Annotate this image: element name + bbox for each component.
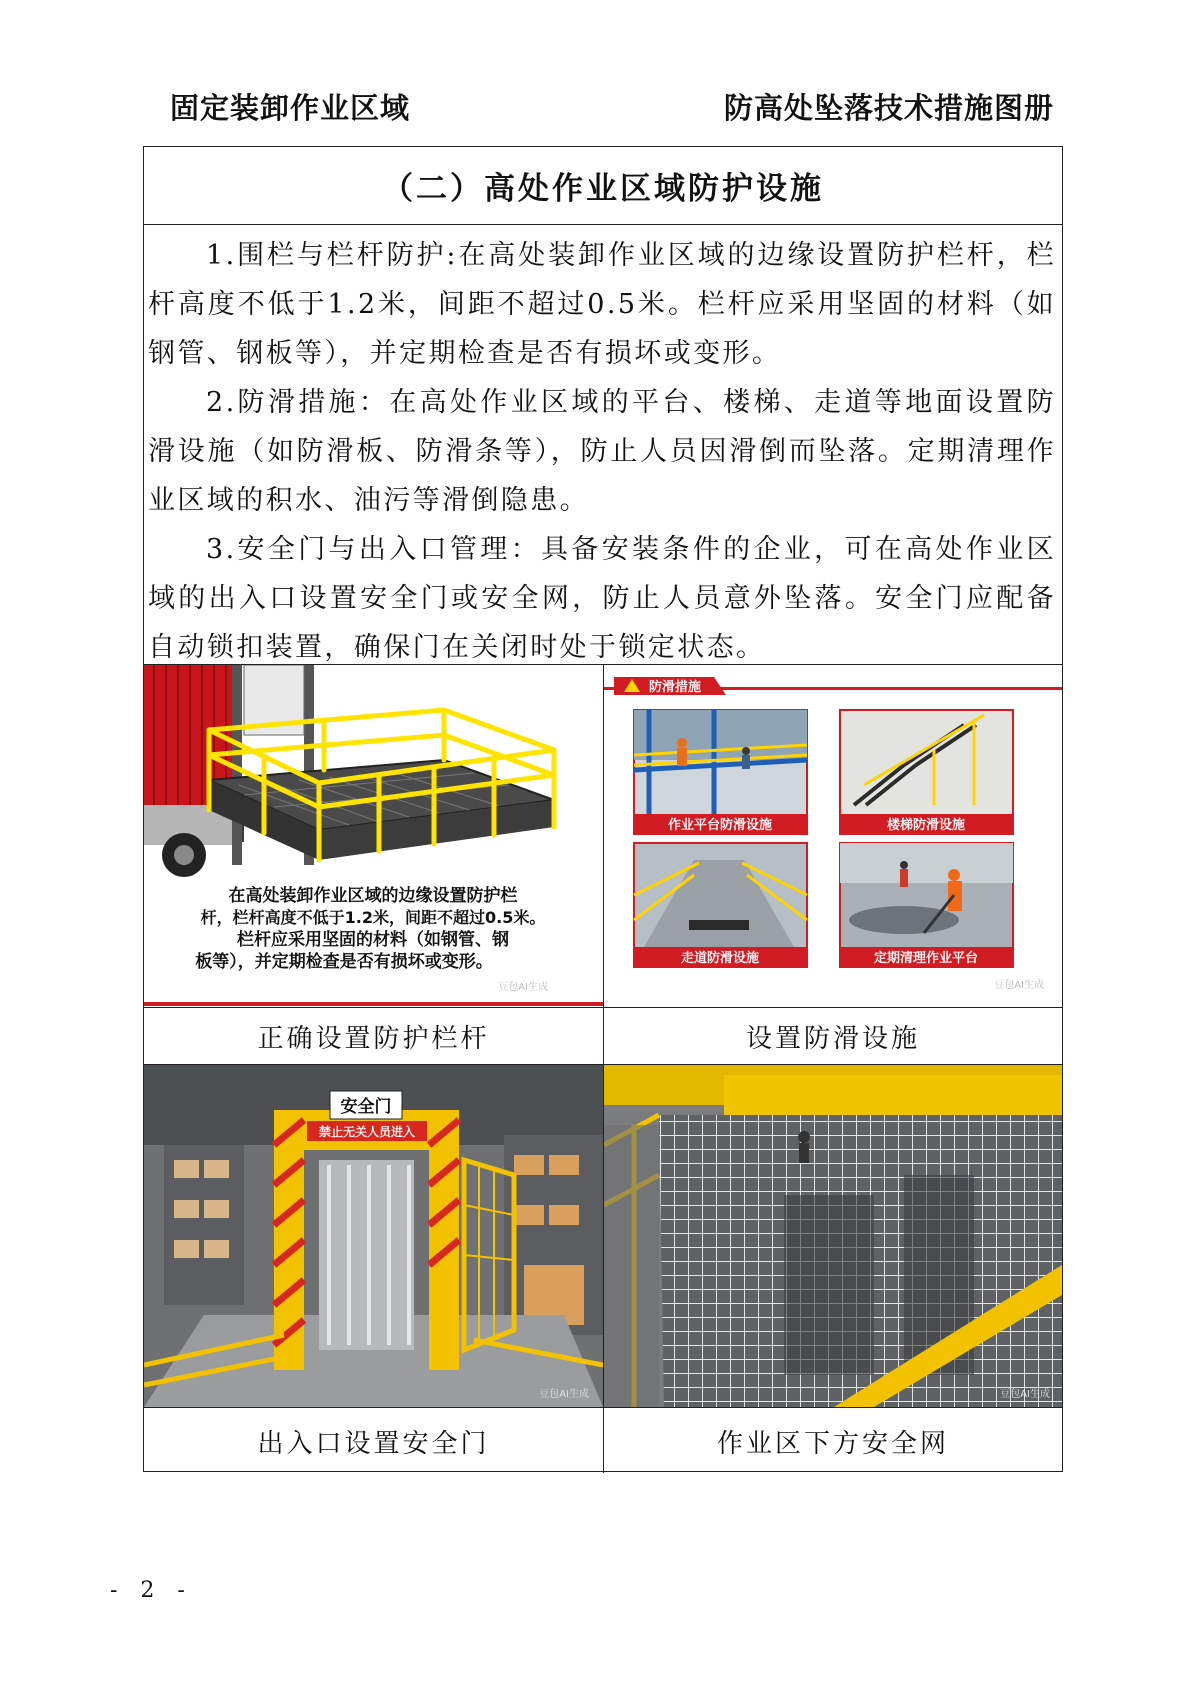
guardrail-overlay-line-2: 杆，栏杆高度不低于1.2米，间距不超过0.5米。 (200, 908, 546, 927)
safety-gate-photo (144, 1065, 603, 1408)
safety-net-photo (604, 1065, 1062, 1408)
figure-guardrail (144, 665, 604, 1064)
safety-net-watermark: 豆包AI生成 (1000, 1389, 1050, 1400)
tile-cleaning-label: 定期清理作业平台 (873, 951, 979, 966)
tile-walkway-label: 走道防滑设施 (680, 951, 760, 966)
section-body (144, 225, 1062, 665)
figure-safety-net (604, 1065, 1062, 1473)
guardrail-overlay-line-4: 板等），并定期检查是否有损坏或变形。 (195, 952, 493, 972)
guardrail-overlay-line-1: 在高处装卸作业区域的边缘设置防护栏 (228, 886, 518, 906)
tile-cleaning (840, 843, 1013, 967)
antislip-watermark: 豆包AI生成 (994, 980, 1044, 991)
tile-platform-label: 作业平台防滑设施 (667, 818, 773, 833)
safety-net-picture (604, 1065, 1062, 1407)
page-number: - 2 - (110, 1578, 193, 1603)
caption-guardrail: 正确设置防护栏杆 (257, 1023, 490, 1054)
antislip-banner: 防滑措施 (649, 680, 702, 695)
paragraph-guardrail: 1.围栏与栏杆防护:在高处装卸作业区域的边缘设置防护栏杆，栏杆高度不低于1.2米，间距不超过0.5米。栏杆应采用坚固的材料（如钢管、钢板等），并定期检查是否有损坏或变形。 (148, 240, 1056, 369)
tile-platform (634, 710, 807, 834)
paragraph-safety-gate: 3.安全门与出入口管理：具备安装条件的企业，可在高处作业区域的出入口设置安全门或安全网，防止人员意外坠落。安全门应配备自动锁扣装置，确保门在关闭时处于锁定状态。 (148, 534, 1056, 663)
tile-stairs (840, 710, 1013, 834)
guardrail-watermark: 豆包AI生成 (498, 982, 548, 993)
paragraph-antislip: 2.防滑措施：在高处作业区域的平台、楼梯、走道等地面设置防滑设施（如防滑板、防滑条等），防止人员因滑倒而坠落。定期清理作业区域的积水、油污等滑倒隐患。 (148, 387, 1056, 516)
gate-sign-warning: 禁止无关人员进入 (318, 1125, 416, 1139)
figure-antislip (604, 665, 1062, 1064)
safety-gate-picture (144, 1065, 603, 1407)
tile-stairs-label: 楼梯防滑设施 (886, 818, 966, 833)
header-right: 防高处坠落技术措施图册 (723, 91, 1054, 125)
figure-row-2 (144, 1065, 1062, 1473)
caption-safety-net: 作业区下方安全网 (716, 1428, 949, 1459)
antislip-poster (604, 665, 1062, 1008)
antislip-picture (604, 665, 1062, 1007)
section-title-row (144, 147, 1062, 225)
guardrail-illustration (144, 665, 603, 1008)
tile-walkway (634, 843, 807, 967)
guardrail-picture (144, 665, 603, 1007)
header-left: 固定装卸作业区域 (170, 91, 411, 125)
section-title: （二）高处作业区域防护设施 (382, 171, 824, 207)
safety-gate-watermark: 豆包AI生成 (539, 1389, 589, 1400)
figure-row-1 (144, 665, 1062, 1065)
guardrail-overlay-line-3: 栏杆应采用坚固的材料（如钢管、钢 (237, 930, 509, 950)
figure-safety-gate (144, 1065, 604, 1473)
content-table (143, 146, 1063, 1472)
gate-sign-title: 安全门 (340, 1097, 392, 1117)
caption-safety-gate: 出入口设置安全门 (257, 1428, 490, 1459)
caption-antislip: 设置防滑设施 (745, 1023, 920, 1054)
